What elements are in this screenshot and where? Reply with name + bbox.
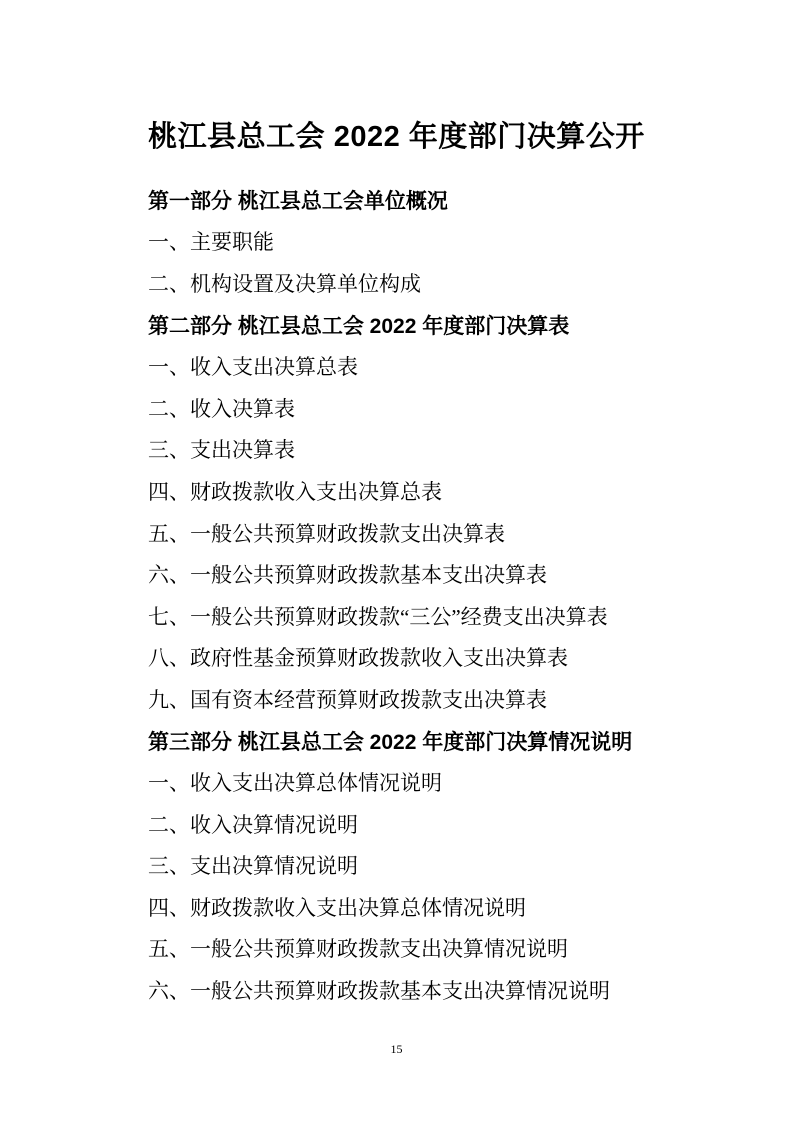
toc-item: 六、一般公共预算财政拨款基本支出决算表: [148, 563, 547, 588]
toc-item: 八、政府性基金预算财政拨款收入支出决算表: [148, 646, 568, 671]
toc-item: 三、支出决算情况说明: [148, 854, 358, 879]
toc-item: 一、收入支出决算总表: [148, 355, 358, 380]
toc-item: 二、收入决算情况说明: [148, 812, 358, 837]
page-title: 桃江县总工会 2022 年度部门决算公开: [148, 121, 645, 154]
section-heading-part1: 第一部分 桃江县总工会单位概况: [148, 189, 448, 213]
toc-item: 一、收入支出决算总体情况说明: [148, 771, 442, 796]
toc-item: 四、财政拨款收入支出决算总体情况说明: [148, 895, 526, 920]
section-heading-part2: 第二部分 桃江县总工会 2022 年度部门决算表: [148, 314, 570, 338]
table-of-contents: [148, 179, 763, 1011]
page-number: 15: [390, 1042, 403, 1056]
section-heading-part3: 第三部分 桃江县总工会 2022 年度部门决算情况说明: [148, 730, 633, 754]
toc-item: 七、一般公共预算财政拨款“三公”经费支出决算表: [148, 604, 608, 629]
toc-item: 九、国有资本经营预算财政拨款支出决算表: [148, 687, 547, 712]
toc-item: 五、一般公共预算财政拨款支出决算表: [148, 521, 505, 546]
toc-item: 六、一般公共预算财政拨款基本支出决算情况说明: [148, 979, 610, 1004]
toc-item: 一、主要职能: [148, 230, 274, 255]
toc-item: 二、机构设置及决算单位构成: [148, 271, 421, 296]
toc-item: 三、支出决算表: [148, 438, 295, 463]
toc-item: 四、财政拨款收入支出决算总表: [148, 479, 442, 504]
toc-item: 五、一般公共预算财政拨款支出决算情况说明: [148, 937, 568, 962]
toc-item: 二、收入决算表: [148, 396, 295, 421]
